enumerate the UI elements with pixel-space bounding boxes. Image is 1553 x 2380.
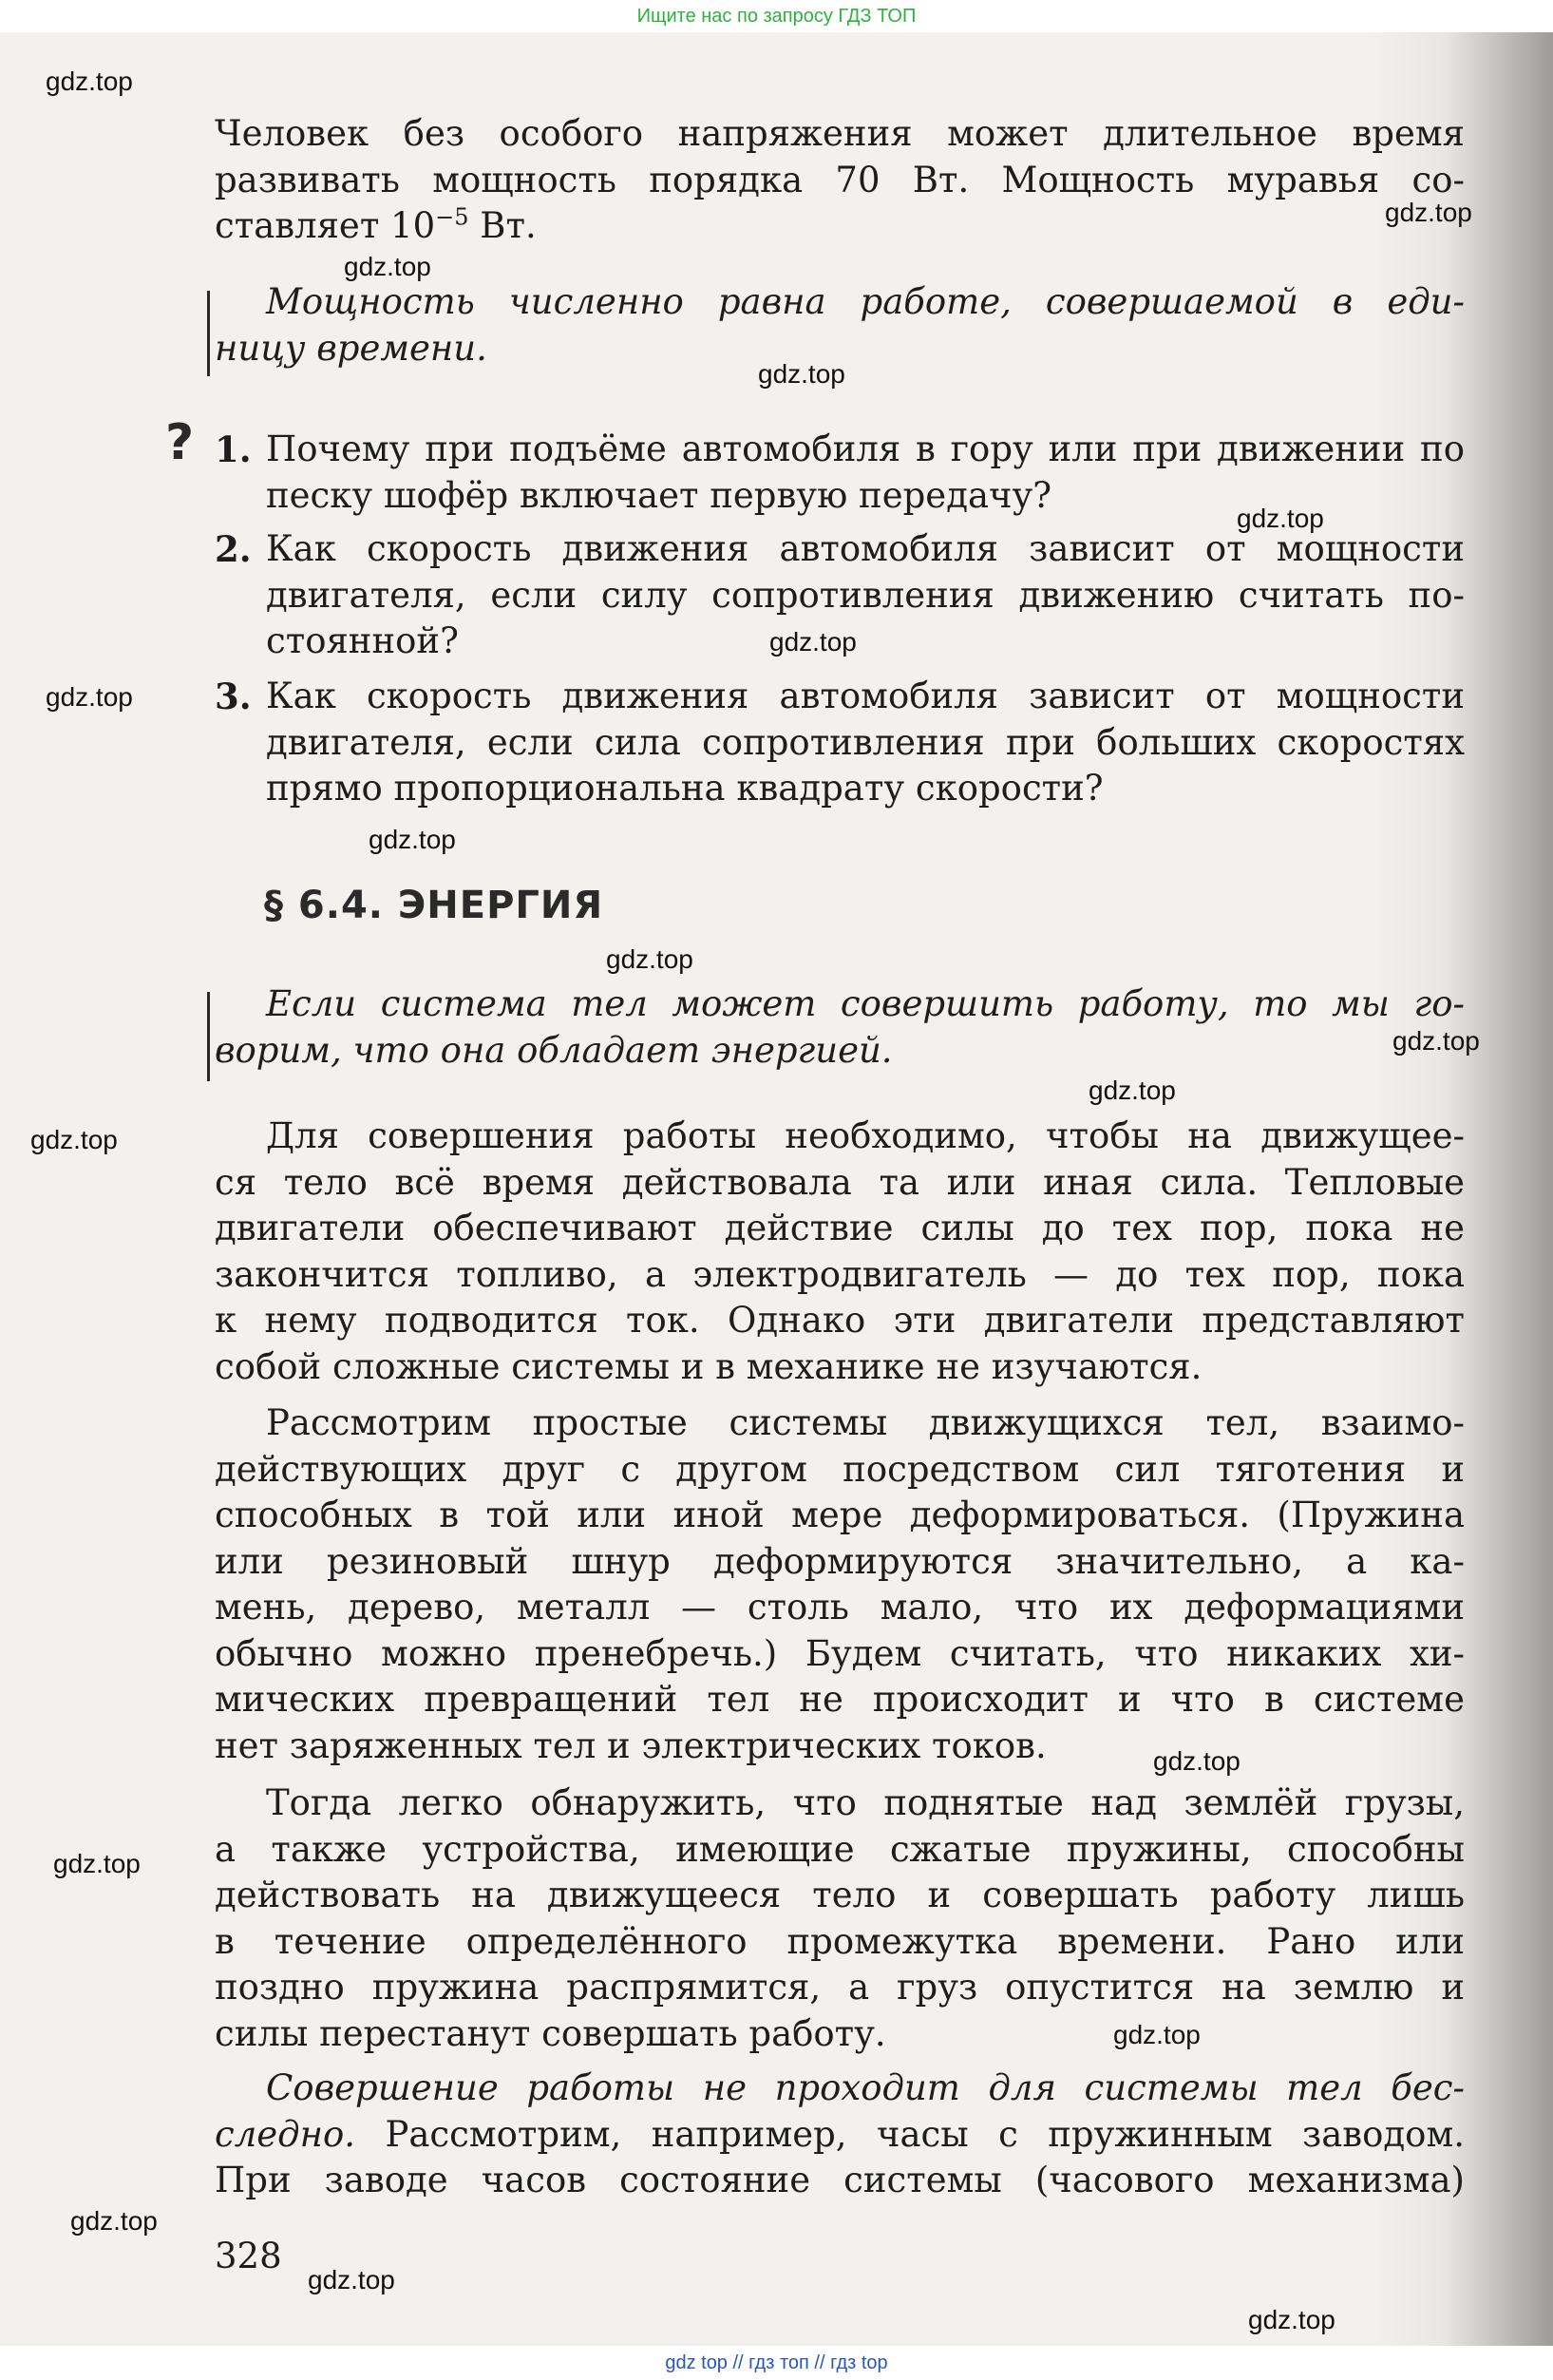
text-line: двигатели обеспечивают действие силы до тех пор, пока не — [215, 1208, 1465, 1248]
text-line: обычно можно пренебречь.) Будем считать, что никаких хи- — [215, 1632, 1465, 1674]
top-banner[interactable]: Ищите нас по запросу ГДЗ ТОП — [636, 6, 917, 27]
text-line: прямо пропорциональна квадрату скорости? — [266, 768, 1104, 809]
watermark: gdz.top — [46, 682, 133, 712]
watermark: gdz.top — [1113, 2020, 1201, 2049]
text-line: закончится топливо, а электродвигатель — до тех пор, пока — [215, 1253, 1465, 1295]
watermark: gdz.top — [369, 825, 456, 854]
text-line: поздно пружина распрямится, а груз опустится на землю и — [215, 1967, 1465, 2008]
energy-definition — [215, 981, 1465, 1074]
definition-margin-bar — [207, 992, 210, 1081]
definition-margin-bar — [207, 291, 210, 376]
watermark: gdz.top — [70, 2206, 158, 2236]
text-line: мень, дерево, металл — столь мало, что их деформациями — [215, 1587, 1465, 1628]
watermark: gdz.top — [769, 627, 857, 657]
watermark: gdz.top — [53, 1849, 141, 1878]
text-line: Совершение работы не проходит для системы тел бес- — [266, 2067, 1465, 2108]
text-line: ся тело всё время действовала та или иная сила. Тепловые — [215, 1161, 1465, 1203]
text-line: к нему подводится ток. Однако эти двигатели представляют — [215, 1300, 1465, 1341]
text-line: собой сложные системы и в механике не изучаются. — [215, 1345, 1203, 1387]
text-line: двигателя, если силу сопротивления движению считать по- — [266, 574, 1465, 616]
watermark: gdz.top — [308, 2265, 395, 2294]
page-number: 328 — [215, 2236, 282, 2276]
watermark: gdz.top — [1089, 1076, 1176, 1105]
watermark: gdz.top — [1392, 1026, 1480, 1056]
question-number: 3. — [215, 676, 252, 717]
question-number: 2. — [215, 528, 252, 570]
text-line: нет заряженных тел и электрических токов. — [215, 1724, 1047, 1766]
watermark: gdz.top — [1385, 198, 1472, 227]
question-1 — [266, 427, 1465, 519]
text-line: действующих друг с другом посредством сил тяготения и — [215, 1448, 1465, 1490]
question-mark-icon: ? — [165, 414, 195, 471]
text-line: действовать на движущееся тело и совершать работу лишь — [215, 1875, 1465, 1915]
text-line: развивать мощность порядка 70 Вт. Мощность муравья со- — [215, 159, 1465, 200]
watermark: gdz.top — [30, 1125, 118, 1154]
text-line: двигателя, если сила сопротивления при больших скоростях — [266, 721, 1465, 763]
paragraph — [215, 1114, 1465, 1390]
power-definition — [215, 279, 1465, 371]
section-heading: § 6.4. ЭНЕРГИЯ — [264, 884, 604, 927]
text-line: песку шофёр включает первую передачу? — [266, 474, 1052, 516]
paragraph — [215, 1400, 1465, 1769]
watermark: gdz.top — [344, 252, 431, 281]
watermark: gdz.top — [1248, 2305, 1335, 2334]
watermark: gdz.top — [606, 944, 693, 974]
text-line: а также устройства, имеющие сжатые пружины, способны — [215, 1828, 1465, 1870]
paragraph — [215, 1780, 1465, 2057]
text-line: Для совершения работы необходимо, чтобы на движущее- — [266, 1115, 1465, 1156]
text-line: Если система тел может совершить работу, то мы го- — [266, 983, 1465, 1024]
question-number: 1. — [215, 428, 252, 470]
text-line: Как скорость движения автомобиля зависит от мощности — [266, 528, 1465, 569]
text-line: При заводе часов состояние системы (часового механизма) — [215, 2160, 1465, 2200]
text-line: или резиновый шнур деформируются значительно, а ка- — [215, 1540, 1465, 1582]
watermark: gdz.top — [758, 359, 845, 389]
text-line: в течение определённого промежутка времени. Рано или — [215, 1920, 1465, 1962]
text-line: способных в той или иной мере деформироваться. (Пружина — [215, 1495, 1465, 1535]
text-line: Тогда легко обнаружить, что поднятые над землёй грузы, — [266, 1782, 1465, 1823]
text-line: силы перестанут совершать работу. — [215, 2012, 886, 2054]
watermark: gdz.top — [1153, 1746, 1241, 1776]
text-line: стоянной? — [266, 620, 459, 661]
text-line: Рассмотрим простые системы движущихся тел, взаимо- — [266, 1402, 1465, 1443]
text-line: ставляет $10^{-5}$ Вт. — [215, 203, 537, 246]
text-line: мических превращений тел не происходит и что в системе — [215, 1679, 1465, 1720]
watermark: gdz.top — [1237, 504, 1324, 533]
text-line: ницу времени. — [215, 327, 487, 369]
text-line: Человек без особого напряжения может длительное время — [215, 113, 1465, 154]
paragraph — [215, 2066, 1465, 2204]
text-line: Мощность численно равна работе, совершаемой в еди- — [266, 281, 1465, 322]
text-line: ворим, что она обладает энергией. — [215, 1029, 893, 1071]
question-2 — [266, 526, 1465, 665]
text-line: следно. Рассмотрим, например, часы с пружинным заводом. — [215, 2113, 1465, 2155]
text-line: Как скорость движения автомобиля зависит от мощности — [266, 676, 1465, 716]
intro-paragraph — [215, 111, 1465, 250]
bottom-banner[interactable]: gdz top // гдз топ // гдз top — [0, 2346, 1553, 2380]
text-line: Почему при подъёме автомобиля в гору или при движении по — [266, 428, 1465, 469]
question-3 — [266, 674, 1465, 812]
watermark: gdz.top — [46, 67, 133, 96]
